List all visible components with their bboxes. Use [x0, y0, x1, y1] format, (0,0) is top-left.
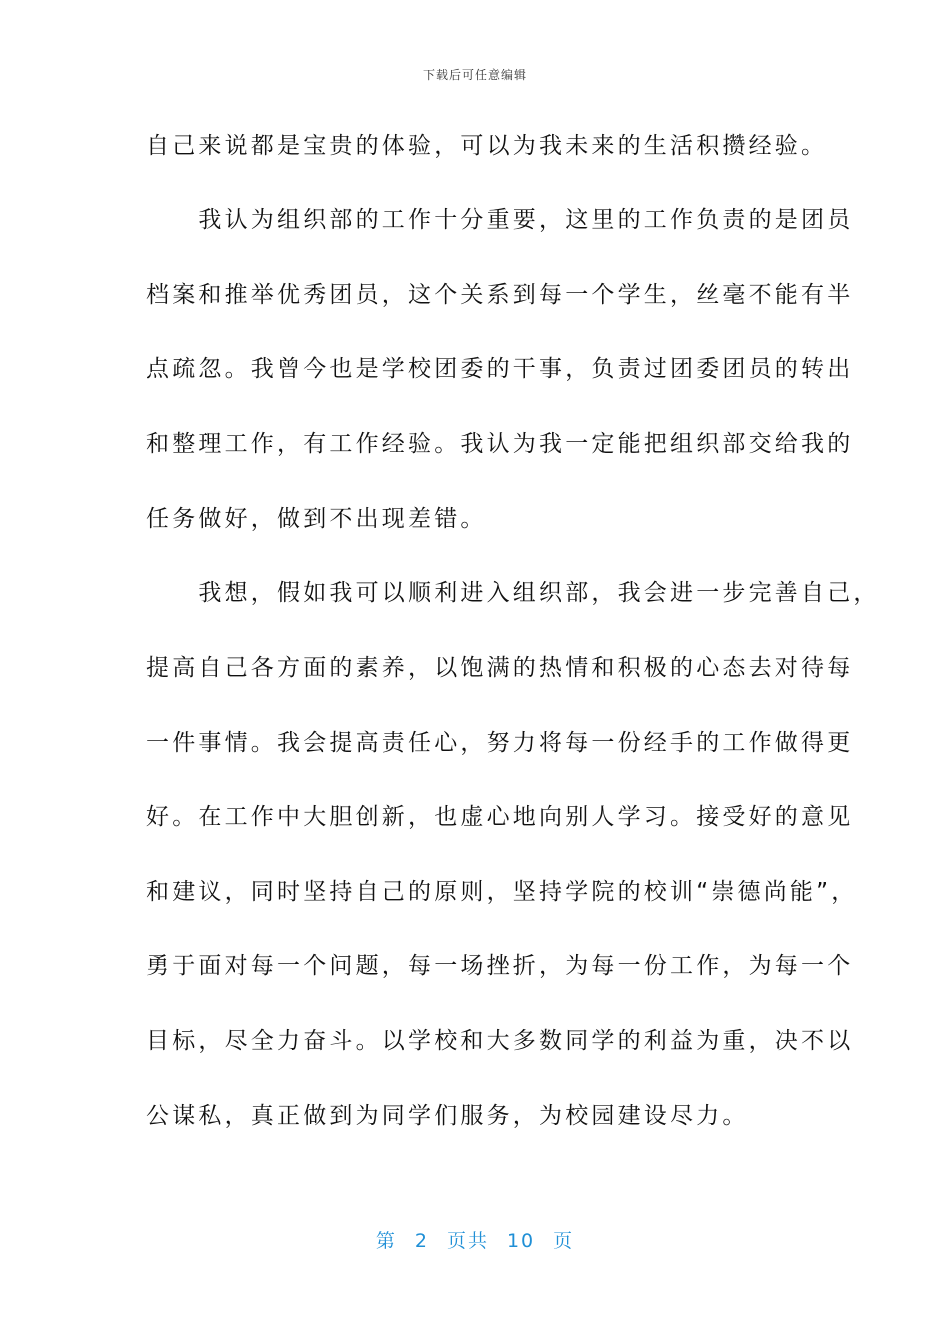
text-line: 和整理工作，有工作经验。我认为我一定能把组织部交给我的 [146, 431, 854, 457]
text-line: 我认为组织部的工作十分重要，这里的工作负责的是团员 [146, 207, 854, 233]
text-line: 提高自己各方面的素养，以饱满的热情和积极的心态去对待每 [146, 655, 854, 681]
text-line: 点疏忽。我曾今也是学校团委的干事，负责过团委团员的转出 [146, 356, 854, 382]
text-line: 勇于面对每一个问题，每一场挫折，为每一份工作，为每一个 [146, 953, 854, 979]
footer-prefix: 第 [375, 1230, 397, 1252]
text-line: 好。在工作中大胆创新，也虚心地向别人学习。接受好的意见 [146, 804, 854, 830]
text-line: 档案和推举优秀团员，这个关系到每一个学生，丝毫不能有半 [146, 282, 854, 308]
footer-middle: 页共 [446, 1230, 489, 1252]
text-line: 目标，尽全力奋斗。以学校和大多数同学的利益为重，决不以 [146, 1028, 854, 1054]
text-line: 一件事情。我会提高责任心，努力将每一份经手的工作做得更 [146, 730, 854, 756]
text-line: 我想，假如我可以顺利进入组织部，我会进一步完善自己， [146, 580, 880, 606]
total-page-count: 10 [506, 1230, 536, 1252]
current-page-number: 2 [414, 1230, 429, 1252]
footer-suffix: 页 [553, 1230, 575, 1252]
text-line: 任务做好，做到不出现差错。 [146, 506, 487, 532]
page-header: 下载后可任意编辑 [422, 68, 527, 82]
page-footer [0, 1226, 950, 1253]
text-line: 自己来说都是宝贵的体验，可以为我未来的生活积攒经验。 [146, 133, 828, 159]
text-line: 和建议，同时坚持自己的原则，坚持学院的校训“崇德尚能”， [146, 879, 858, 905]
text-line: 公谋私，真正做到为同学们服务，为校园建设尽力。 [146, 1103, 749, 1129]
